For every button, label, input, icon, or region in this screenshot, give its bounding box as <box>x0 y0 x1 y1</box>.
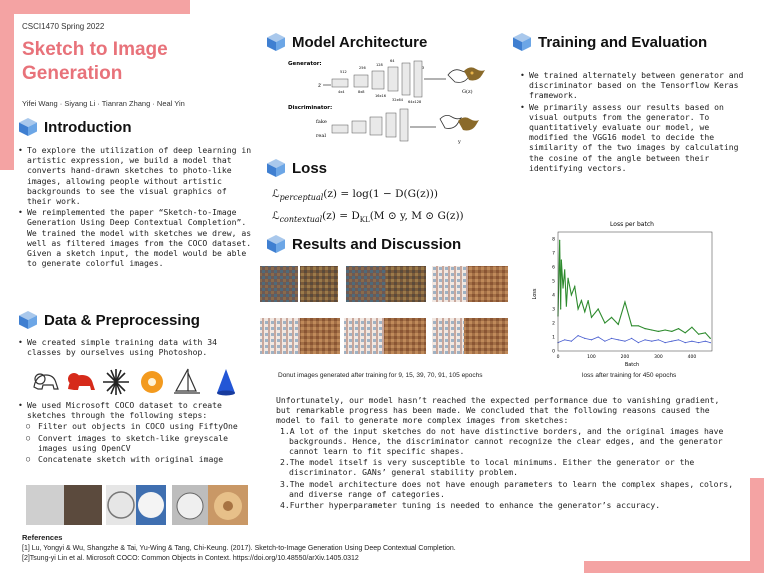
references <box>22 533 456 564</box>
donut-caption: Donut images generated after training for 9, 15, 39, 70, 91, 105 epochs <box>278 372 483 379</box>
data-bullet-2: • We used Microsoft COCO dataset to create sketches through the following steps: <box>18 400 258 420</box>
perceptual-loss-formula: ℒ$_{perceptual}$(z) = log(1 − D(G(z))) <box>272 188 438 203</box>
x-tick-label: 300 <box>654 355 663 360</box>
lion-outline-sketch <box>34 374 58 389</box>
loss-point <box>611 338 612 339</box>
reason-1: 1.A lot of the input sketches do not have distinctive borders, and the original images have backgrounds. Hence, the discriminator cannot recognize the clear edges, and the generator cannot learn to fit specific shapes. <box>280 425 724 457</box>
epoch-70-result <box>260 318 340 354</box>
data-heading-text: Data & Preprocessing <box>44 311 200 329</box>
loss-point <box>618 339 619 340</box>
coco-steps <box>18 400 258 465</box>
epoch-15-result <box>346 266 426 302</box>
training-bullet-1: • We trained alternately between generator and discriminator based on the Tensorflow Keras framework. <box>520 70 746 101</box>
reason-3: 3.The model architecture does not have enough parameters to learn the complex shapes, colors, and diverse range of categories. <box>280 478 734 499</box>
loss-point <box>591 339 592 340</box>
loss-point <box>604 341 605 342</box>
discriminator-label: Discriminator: <box>288 105 333 111</box>
cube-icon <box>18 117 38 137</box>
x-tick-label: 100 <box>587 355 596 360</box>
y-tick-label: 7 <box>552 251 555 257</box>
epoch-9-result <box>260 266 338 302</box>
loss-point <box>584 338 585 339</box>
epoch-91-result <box>344 318 426 354</box>
x-tick-label: 400 <box>687 355 697 360</box>
loss-point <box>588 300 589 301</box>
loss-point <box>564 269 565 270</box>
y-tick-label: 0 <box>552 349 555 355</box>
loss-point <box>698 342 699 343</box>
discussion <box>276 395 736 511</box>
coco-sketch-2 <box>106 485 136 525</box>
reference-2: [2]Tsung-yi Lin et al. Microsoft COCO: Common Objects in Context. https://doi.org/10.48550/arXiv.1405.0312 <box>22 555 359 562</box>
results-heading-text: Results and Discussion <box>292 235 462 253</box>
loss-point <box>560 308 561 309</box>
introduction-bullet-2: • We reimplemented the paper “Sketch-to-Image Generation Using Deep Contextual Completion”. We trained the model with sketches we drew, as well as filtered images from the COCO dataset. Given a sketch input, the model would be able to generate colorful images. <box>18 207 254 268</box>
reference-1: [1] Lu, Yongyi & Wu, Shangzhe & Tai, Yu-Wing & Tang, Chi-Keung. (2017). Sketch-to-Image Generation Using Deep Contextual Completion. <box>22 545 456 552</box>
generator-label: Generator: <box>288 61 322 67</box>
architecture-diagram <box>286 57 492 153</box>
author-list: Yifei Wang · Siyang Li · Tianran Zhang · Neal Yin <box>22 99 185 108</box>
introduction-heading <box>18 117 131 137</box>
dim-16x16: 16x16 <box>375 94 386 98</box>
loss-point <box>559 240 560 241</box>
corner-decoration-left <box>0 0 14 170</box>
loss-point <box>710 342 711 343</box>
y-tick-label: 5 <box>552 279 555 285</box>
fake-label: fake <box>316 119 327 125</box>
data-bullet-1: • We created simple training data with 34 classes by ourselves using Photoshop. <box>18 337 254 357</box>
loss-point <box>584 311 585 312</box>
chart-xlabel: Batch <box>624 362 640 368</box>
data-heading <box>18 310 200 330</box>
loss-point <box>705 341 706 342</box>
results-heading <box>266 234 461 254</box>
loss-point <box>691 341 692 342</box>
sketch-thumbnails <box>30 367 242 397</box>
loss-point <box>658 339 659 340</box>
dim-128: 128 <box>376 63 383 67</box>
references-heading: References <box>22 533 63 542</box>
corner-decoration-right <box>750 478 764 573</box>
discriminator-blocks <box>332 109 408 141</box>
loss-point <box>685 342 686 343</box>
orange-flower-sketch <box>141 371 163 393</box>
loss-point <box>574 286 575 287</box>
loss-point <box>581 300 582 301</box>
poster-title <box>22 38 168 86</box>
loss-point <box>644 339 645 340</box>
x-tick-label: 200 <box>620 355 630 360</box>
course-label: CSCI1470 Spring 2022 <box>22 22 105 31</box>
epoch-39-result <box>432 266 508 302</box>
blue-cone-sketch <box>217 369 235 396</box>
real-label: real <box>316 133 326 139</box>
loss-point <box>651 329 652 330</box>
training-heading <box>512 32 707 52</box>
reason-4: 4.Further hyperparameter tuning is needed to enhance the generator’s accuracy. <box>280 500 661 511</box>
sailboat-sketch <box>174 369 200 393</box>
coco-photo-1 <box>64 485 102 525</box>
loss-point <box>562 287 563 288</box>
loss-point <box>571 294 572 295</box>
sunburst-sketch <box>103 369 129 395</box>
loss-point <box>624 341 625 342</box>
contextual-loss-formula: ℒ$_{contextual}$(z) = $D_{KL}(M$ ⊙ y, M ⊙ G(z)) <box>272 210 464 225</box>
loss-caption: loss after training for 450 epochs <box>582 372 677 379</box>
introduction-bullet-1: • To explore the utilization of deep learning in artistic expression, we build a model that converts hand-drawn sketches to photo-like images, allowing people without artistic backgrounds to see the visual graphics of their work. <box>18 145 254 206</box>
loss-point <box>567 278 568 279</box>
loss-point <box>638 342 639 343</box>
loss-point <box>691 327 692 328</box>
loss-chart <box>528 218 718 368</box>
discussion-paragraph: Unfortunately, our model hasn’t reached the expected performance due to vanishing gradient, but remarkable progress has been made. We concluded that the following reasons caused the model to fail to generate more complex images from sketches: <box>276 395 720 426</box>
loss-formulas <box>272 185 464 229</box>
gz-label: G(z) <box>462 89 473 95</box>
z-label: z <box>318 82 322 89</box>
loss-point <box>611 317 612 318</box>
dim-64: 64 <box>390 59 395 63</box>
bird-pair-icon <box>440 115 479 130</box>
cube-icon <box>266 234 286 254</box>
chart-frame <box>558 232 712 351</box>
loss-point <box>685 332 686 333</box>
loss-point <box>577 335 578 336</box>
training-heading-text: Training and Evaluation <box>538 33 708 51</box>
loss-point <box>591 317 592 318</box>
cube-icon <box>512 32 532 52</box>
training-bullet-2: • We primarily assess our results based on visual outputs from the generator. To quantitatively evaluate our model, we modified the VGG16 model to decide the similarity of the two images by calculating the cosine of the angle between their identifying vectors. <box>520 102 746 173</box>
loss-point <box>665 329 666 330</box>
donut-results-grid <box>256 264 512 360</box>
loss-point <box>631 325 632 326</box>
coco-sketch-1 <box>26 485 64 525</box>
loss-heading-text: Loss <box>292 159 328 177</box>
loss-point <box>571 341 572 342</box>
epoch-105-result <box>432 318 508 354</box>
cube-icon <box>18 310 38 330</box>
y-tick-label: 4 <box>552 293 555 299</box>
loss-point <box>566 306 567 307</box>
loss-point <box>564 339 565 340</box>
title-line-1: Sketch to Image <box>22 39 168 60</box>
loss-point <box>678 339 679 340</box>
data-step-3: ○ Concatenate sketch with original image <box>18 454 258 464</box>
corner-decoration-bottom <box>584 561 764 573</box>
training-bullets <box>520 70 746 174</box>
loss-point <box>631 338 632 339</box>
data-step-1: ○ Filter out objects in COCO using FiftyOne <box>18 421 258 431</box>
loss-point <box>577 308 578 309</box>
architecture-heading <box>266 32 427 52</box>
loss-point <box>624 301 625 302</box>
loss-point <box>658 331 659 332</box>
introduction-heading-text: Introduction <box>44 118 132 136</box>
reason-2: 2.The model itself is very susceptible to local minimums. Either the generator or the discriminator. GANs’ general stability problem. <box>280 457 695 478</box>
y-tick-label: 1 <box>552 335 555 341</box>
title-line-2: Generation <box>22 63 123 84</box>
dim-4x4: 4x4 <box>338 90 345 94</box>
data-bullet-top <box>18 337 254 358</box>
loss-point <box>604 322 605 323</box>
loss-point <box>618 324 619 325</box>
loss-point <box>710 338 711 339</box>
dim-256: 256 <box>359 66 366 70</box>
dim-8x8: 8x8 <box>358 90 365 94</box>
loss-point <box>705 332 706 333</box>
architecture-heading-text: Model Architecture <box>292 33 428 51</box>
dim-64x128: 64x128 <box>408 100 422 104</box>
introduction-bullets <box>18 145 254 269</box>
chart-title: Loss per batch <box>610 221 654 228</box>
loss-series-line-1 <box>558 240 710 338</box>
loss-series-line-2 <box>558 336 710 343</box>
lion-red-sketch <box>68 373 95 390</box>
chart-ylabel: Loss <box>532 288 538 300</box>
loss-point <box>671 331 672 332</box>
loss-point <box>651 341 652 342</box>
loss-heading <box>266 158 327 178</box>
y-tick-label: 2 <box>552 321 555 327</box>
data-step-2: ○ Convert images to sketch-like greyscale images using OpenCV <box>18 433 258 453</box>
loss-point <box>678 328 679 329</box>
y-tick-label: 3 <box>552 307 555 313</box>
corner-decoration-top <box>0 0 190 14</box>
dim-3: 3 <box>422 66 425 70</box>
y-label: y <box>458 139 461 145</box>
loss-point <box>698 334 699 335</box>
loss-point <box>671 341 672 342</box>
y-tick-label: 6 <box>552 265 555 271</box>
cube-icon <box>266 32 286 52</box>
y-tick-label: 8 <box>552 237 555 243</box>
loss-point <box>561 259 562 260</box>
x-tick-label: 0 <box>556 355 560 360</box>
dim-512: 512 <box>340 70 347 74</box>
loss-point <box>598 308 599 309</box>
loss-point <box>665 342 666 343</box>
loss-point <box>598 336 599 337</box>
loss-point <box>644 328 645 329</box>
dim-32x64: 32x64 <box>392 98 403 102</box>
loss-point <box>638 325 639 326</box>
coco-thumbnails <box>26 485 256 527</box>
cube-icon <box>266 158 286 178</box>
